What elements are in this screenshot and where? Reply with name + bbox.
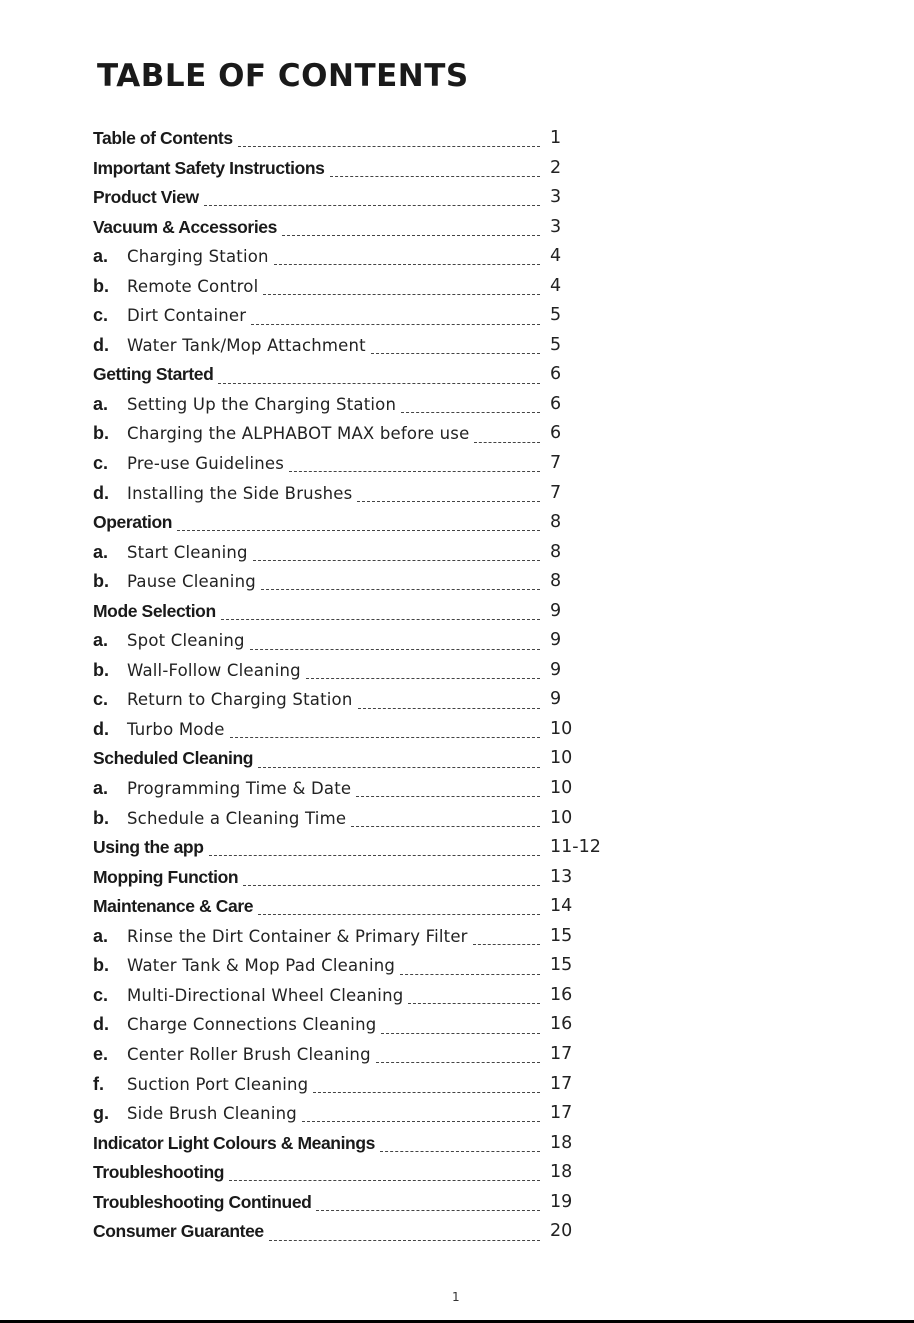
dot-leader <box>330 176 541 177</box>
dot-leader <box>177 530 540 531</box>
toc-subentry[interactable] <box>93 567 613 597</box>
toc-entry-body <box>93 981 544 1011</box>
toc-entry-letter: g. <box>93 1103 109 1124</box>
toc-subentry[interactable] <box>93 626 613 656</box>
toc-entry-body <box>93 1188 544 1218</box>
toc-entry-page: 10 <box>550 778 573 799</box>
toc-section-entry[interactable] <box>93 213 613 243</box>
toc-entry-body <box>93 508 544 538</box>
toc-entry-page: 10 <box>550 748 573 769</box>
toc-entry-body <box>93 1099 544 1129</box>
toc-entry-page: 2 <box>550 157 562 178</box>
toc-section-entry[interactable] <box>93 1217 613 1247</box>
toc-entry-page: 1 <box>550 128 562 148</box>
dot-leader <box>316 1210 540 1211</box>
toc-entry-body <box>93 833 544 863</box>
toc-entry-body <box>93 1040 544 1070</box>
toc-entry-title: Installing the Side Brushes <box>127 483 353 503</box>
toc-section-entry[interactable] <box>93 863 613 893</box>
toc-entry-letter: a. <box>93 246 109 267</box>
toc-entry-body <box>93 597 544 627</box>
toc-entry-title: Troubleshooting Continued <box>93 1191 312 1212</box>
page-number: 1 <box>452 1290 460 1304</box>
toc-entry-body <box>93 1070 544 1100</box>
toc-section-entry[interactable] <box>93 508 613 538</box>
dot-leader <box>306 678 540 679</box>
toc-entry-page: 20 <box>550 1221 573 1242</box>
toc-entry-letter: f. <box>93 1073 104 1094</box>
toc-entry-page: 15 <box>550 925 573 946</box>
dot-leader <box>258 914 540 915</box>
toc-entry-page: 17 <box>550 1073 573 1094</box>
toc-entry-letter: a. <box>93 541 109 562</box>
toc-entry-page: 10 <box>550 807 573 828</box>
dot-leader <box>218 383 540 384</box>
toc-entry-letter: b. <box>93 275 109 296</box>
toc-subentry[interactable] <box>93 449 613 479</box>
toc-entry-body <box>93 1010 544 1040</box>
toc-entry-page: 6 <box>550 393 562 414</box>
toc-entry-page: 11-12 <box>550 837 601 858</box>
toc-entry-page: 9 <box>550 600 562 621</box>
toc-entry-body <box>93 951 544 981</box>
toc-entry-title: Operation <box>93 512 173 533</box>
toc-section-entry[interactable] <box>93 833 613 863</box>
toc-entry-title: Multi-Directional Wheel Cleaning <box>127 985 404 1005</box>
toc-entry-body <box>93 213 544 243</box>
toc-subentry[interactable] <box>93 951 613 981</box>
toc-subentry[interactable] <box>93 656 613 686</box>
toc-entry-body <box>93 685 544 715</box>
toc-entry-body <box>93 804 544 834</box>
toc-entry-page: 9 <box>550 689 562 710</box>
toc-entry-body <box>93 301 544 331</box>
toc-entry-title: Maintenance & Care <box>93 896 254 917</box>
toc-entry-body <box>93 892 544 922</box>
toc-entry-title: Mode Selection <box>93 600 216 621</box>
toc-section-entry[interactable] <box>93 154 613 184</box>
toc-entry-page: 7 <box>550 482 562 503</box>
toc-entry-page: 13 <box>550 866 573 887</box>
toc-entry-letter: c. <box>93 984 109 1005</box>
toc-entry-letter: b. <box>93 807 109 828</box>
toc-entry-page: 4 <box>550 246 562 267</box>
dot-leader <box>371 353 540 354</box>
toc-entry-letter: b. <box>93 659 109 680</box>
toc-entry-page: 9 <box>550 659 562 680</box>
toc-subentry[interactable] <box>93 922 613 952</box>
toc-section-entry[interactable] <box>93 360 613 390</box>
toc-entry-body <box>93 1158 544 1188</box>
toc-subentry[interactable] <box>93 331 613 361</box>
toc-entry-body <box>93 272 544 302</box>
toc-subentry[interactable] <box>93 774 613 804</box>
toc-entry-title: Using the app <box>93 837 204 858</box>
toc-section-entry[interactable] <box>93 597 613 627</box>
toc-entry-body <box>93 656 544 686</box>
toc-entry-title: Charging Station <box>127 247 269 267</box>
toc-subentry[interactable] <box>93 538 613 568</box>
toc-subentry[interactable] <box>93 981 613 1011</box>
toc-entry-page: 16 <box>550 984 573 1005</box>
toc-subentry[interactable] <box>93 1010 613 1040</box>
toc-entry-body <box>93 124 544 154</box>
toc-entry-body <box>93 419 544 449</box>
toc-entry-title: Center Roller Brush Cleaning <box>127 1044 371 1064</box>
toc-entry-title: Suction Port Cleaning <box>127 1074 309 1094</box>
toc-subentry[interactable] <box>93 479 613 509</box>
toc-entry-title: Spot Cleaning <box>127 631 245 651</box>
toc-subentry[interactable] <box>93 390 613 420</box>
dot-leader <box>209 855 541 856</box>
toc-section-entry[interactable] <box>93 892 613 922</box>
toc-entry-title: Charging the ALPHABOT MAX before use <box>127 424 470 444</box>
toc-entry-title: Pre-use Guidelines <box>127 454 285 474</box>
toc-entry-page: 16 <box>550 1014 573 1035</box>
toc-entry-title: Return to Charging Station <box>127 690 353 710</box>
dot-leader <box>357 501 540 502</box>
toc-entry-body <box>93 922 544 952</box>
toc-entry-page: 15 <box>550 955 573 976</box>
toc-entry-page: 5 <box>550 334 562 355</box>
toc-section-entry[interactable] <box>93 1129 613 1159</box>
dot-leader <box>380 1151 540 1152</box>
toc-entry-body <box>93 449 544 479</box>
toc-entry-body <box>93 626 544 656</box>
dot-leader <box>401 412 540 413</box>
toc-entry-letter: a. <box>93 778 109 799</box>
toc-entry-letter: e. <box>93 1043 109 1064</box>
dot-leader <box>313 1092 540 1093</box>
dot-leader <box>230 737 540 738</box>
toc-entry-title: Start Cleaning <box>127 542 248 562</box>
toc-entry-page: 18 <box>550 1132 573 1153</box>
dot-leader <box>351 826 540 827</box>
toc-entry-body <box>93 863 544 893</box>
toc-entry-letter: c. <box>93 305 109 326</box>
toc-entry-page: 3 <box>550 216 562 237</box>
dot-leader <box>376 1062 540 1063</box>
toc-entry-title: Turbo Mode <box>127 719 225 739</box>
dot-leader <box>356 796 540 797</box>
toc-entry-letter: c. <box>93 689 109 710</box>
dot-leader <box>474 442 540 443</box>
toc-entry-title: Vacuum & Accessories <box>93 216 277 237</box>
toc-entry-title: Scheduled Cleaning <box>93 748 254 769</box>
toc-entry-letter: d. <box>93 334 109 355</box>
toc-entry-body <box>93 567 544 597</box>
toc-entry-body <box>93 331 544 361</box>
dot-leader <box>251 324 540 325</box>
toc-entry-title: Indicator Light Colours & Meanings <box>93 1132 375 1153</box>
dot-leader <box>473 944 540 945</box>
toc-entry-page: 17 <box>550 1103 573 1124</box>
dot-leader <box>243 885 540 886</box>
dot-leader <box>358 708 541 709</box>
toc-entry-title: Troubleshooting <box>93 1162 225 1183</box>
dot-leader <box>258 767 540 768</box>
toc-entry-title: Programming Time & Date <box>127 779 352 799</box>
dot-leader <box>229 1180 540 1181</box>
toc-entry-page: 17 <box>550 1043 573 1064</box>
toc-entry-page: 3 <box>550 187 562 208</box>
dot-leader <box>221 619 540 620</box>
toc-subentry[interactable] <box>93 419 613 449</box>
toc-subentry[interactable] <box>93 804 613 834</box>
toc-entry-title: Product View <box>93 187 199 208</box>
toc-entry-title: Rinse the Dirt Container & Primary Filter <box>127 926 468 946</box>
toc-entry-letter: d. <box>93 718 109 739</box>
toc-entry-title: Remote Control <box>127 276 259 296</box>
toc-entry-body <box>93 183 544 213</box>
dot-leader <box>400 974 540 975</box>
toc-entry-title: Side Brush Cleaning <box>127 1104 297 1124</box>
toc-entry-title: Table of Contents <box>93 128 233 148</box>
dot-leader <box>274 264 540 265</box>
toc-entry-page: 10 <box>550 718 573 739</box>
toc-entry-title: Schedule a Cleaning Time <box>127 808 347 828</box>
toc-entry-body <box>93 390 544 420</box>
dot-leader <box>250 649 540 650</box>
toc-entry-body <box>93 479 544 509</box>
toc-entry-title: Mopping Function <box>93 866 239 887</box>
toc-entry-body <box>93 154 544 184</box>
toc-entry-letter: b. <box>93 423 109 444</box>
toc-entry-page: 8 <box>550 571 562 592</box>
toc-entry-letter: c. <box>93 453 109 474</box>
toc-subentry[interactable] <box>93 301 613 331</box>
toc-entry-title: Pause Cleaning <box>127 572 256 592</box>
toc-entry-letter: a. <box>93 630 109 651</box>
toc-entry-title: Water Tank & Mop Pad Cleaning <box>127 956 396 976</box>
toc-subentry[interactable] <box>93 685 613 715</box>
dot-leader <box>408 1003 540 1004</box>
toc-subentry[interactable] <box>93 1099 613 1129</box>
dot-leader <box>263 294 540 295</box>
toc-entry-page: 18 <box>550 1162 573 1183</box>
dot-leader <box>381 1033 540 1034</box>
toc-entry-page: 7 <box>550 453 562 474</box>
toc-subentry[interactable] <box>93 715 613 745</box>
toc-entry-letter: d. <box>93 1014 109 1035</box>
toc-entry-title: Charge Connections Cleaning <box>127 1015 377 1035</box>
toc-entry-body <box>93 360 544 390</box>
dot-leader <box>238 146 540 147</box>
toc-entry-body <box>93 1217 544 1247</box>
toc-entry-page: 6 <box>550 423 562 444</box>
toc-entry-title: Water Tank/Mop Attachment <box>127 335 366 355</box>
toc-subentry[interactable] <box>93 1040 613 1070</box>
toc-entry-letter: d. <box>93 482 109 503</box>
toc-entry-letter: b. <box>93 571 109 592</box>
toc-entry-body <box>93 538 544 568</box>
toc-entry-title: Wall-Follow Cleaning <box>127 660 301 680</box>
toc-entry-title: Consumer Guarantee <box>93 1221 264 1242</box>
table-of-contents-list <box>93 124 613 1247</box>
dot-leader <box>261 589 540 590</box>
toc-entry-body <box>93 242 544 272</box>
toc-entry-title: Setting Up the Charging Station <box>127 394 397 414</box>
toc-entry-title: Dirt Container <box>127 306 247 326</box>
toc-entry-page: 5 <box>550 305 562 326</box>
toc-entry-body <box>93 774 544 804</box>
toc-section-entry[interactable] <box>93 124 613 154</box>
toc-section-entry[interactable] <box>93 183 613 213</box>
toc-section-entry[interactable] <box>93 744 613 774</box>
toc-entry-title: Getting Started <box>93 364 214 385</box>
toc-entry-letter: b. <box>93 955 109 976</box>
toc-entry-page: 4 <box>550 275 562 296</box>
dot-leader <box>289 471 540 472</box>
toc-entry-letter: a. <box>93 925 109 946</box>
toc-entry-title: Important Safety Instructions <box>93 157 325 178</box>
toc-entry-page: 8 <box>550 541 562 562</box>
dot-leader <box>302 1121 540 1122</box>
toc-entry-body <box>93 744 544 774</box>
page-title: TABLE OF CONTENTS <box>97 58 469 94</box>
toc-section-entry[interactable] <box>93 1158 613 1188</box>
toc-subentry[interactable] <box>93 272 613 302</box>
dot-leader <box>269 1240 540 1241</box>
toc-entry-page: 19 <box>550 1191 573 1212</box>
toc-entry-body <box>93 715 544 745</box>
toc-subentry[interactable] <box>93 1070 613 1100</box>
toc-entry-letter: a. <box>93 393 109 414</box>
toc-entry-body <box>93 1129 544 1159</box>
toc-entry-page: 14 <box>550 896 573 917</box>
dot-leader <box>253 560 540 561</box>
toc-entry-page: 6 <box>550 364 562 385</box>
toc-entry-page: 8 <box>550 512 562 533</box>
toc-subentry[interactable] <box>93 242 613 272</box>
dot-leader <box>282 235 540 236</box>
toc-section-entry[interactable] <box>93 1188 613 1218</box>
toc-entry-page: 9 <box>550 630 562 651</box>
dot-leader <box>204 205 540 206</box>
